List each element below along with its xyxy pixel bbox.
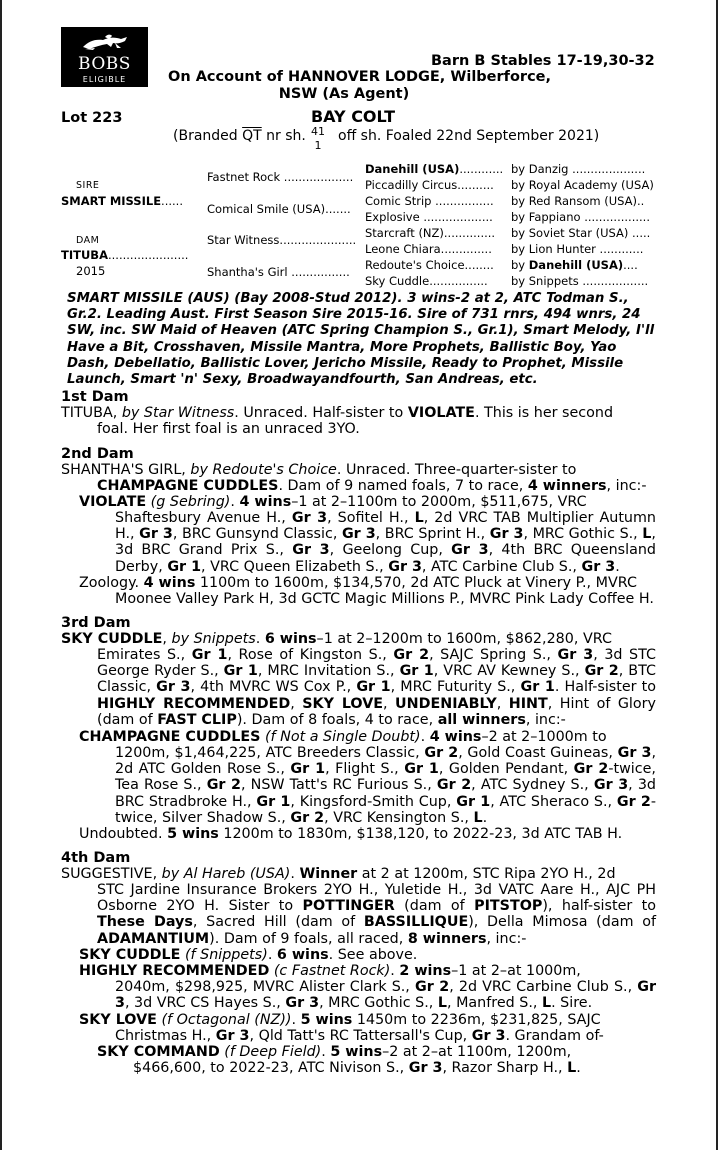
pedigree-gen3-sire-7: by Danehill (USA)....: [511, 258, 638, 272]
foaling-date: off sh. Foaled 22nd September 2021): [338, 128, 600, 144]
logo-brand: BOBS: [78, 54, 131, 74]
pedigree-gen3-8: Sky Cuddle................: [365, 274, 488, 288]
pedigree-gen3-sire-1: by Danzig ....................: [511, 162, 646, 176]
logo-subtitle: ELIGIBLE: [82, 75, 127, 84]
brand-fraction: [311, 125, 325, 153]
third-dam-text: SKY CUDDLE, by Snippets. 6 wins–1 at 2–1200m to 1600m, $862,280, VRC: [61, 631, 612, 647]
second-dam-text-2: CHAMPAGNE CUDDLES. Dam of 9 named foals, 7 to race, 4 winners, inc:-: [97, 478, 647, 494]
pedigree-gen3-1: Danehill (USA)............: [365, 162, 504, 176]
page-title: BAY COLT: [310, 107, 395, 126]
lot-number: Lot 223: [61, 110, 123, 126]
fourth-dam-text: SUGGESTIVE, by Al Hareb (USA). Winner at 2 at 1200m, STC Ripa 2YO H., 2d: [61, 866, 616, 882]
sire-name: SMART MISSILE......: [61, 194, 183, 208]
dam-label: DAM: [76, 235, 100, 246]
highly-recommended-text-2: 2040m, $298,925, MVRC Alister Clark S., Gr 2, 2d VRC Carbine Club S., Gr 3, 3d VRC CS Hayes S., Gr 3, MRC Gothic S., L, Manfred S., L. Sire.: [115, 979, 657, 1012]
fraction-numerator: 41: [311, 125, 325, 138]
third-dam-text-2: Emirates S., Gr 1, Rose of Kingston S., Gr 2, SAJC Spring S., Gr 3, 3d STC George Ryder S., Gr 1, MRC Invitation S., Gr 1, VRC AV Kewney S., Gr 2, BTC Classic, Gr 3, 4th MVRC WS Cox P., Gr 1, MRC Futurity S., Gr 1. Half-sister to HIGHLY RECOMMENDED, SKY LOVE, UNDENIABLY, HINT, Hint of Glory (dam of FAST CLIP). Dam of 8 foals, 4 to race, all winners, inc:-: [97, 647, 657, 728]
pedigree-gen2-2: Comical Smile (USA).......: [207, 202, 351, 216]
sky-command-text: SKY COMMAND (f Deep Field). 5 wins–2 at 2–at 1100m, 1200m,: [97, 1044, 572, 1060]
pedigree-gen3-3: Comic Strip ................: [365, 194, 494, 208]
horse-jockey-icon: [81, 33, 129, 51]
violate-text: VIOLATE (g Sebring). 4 wins–1 at 2–1100m to 2000m, $511,675, VRC: [79, 494, 587, 510]
sky-command-text-2: $466,600, to 2022-23, ATC Nivison S., Gr 3, Razor Sharp H., L.: [133, 1060, 581, 1076]
pedigree-gen3-sire-2: by Royal Academy (USA): [511, 178, 654, 192]
brand-mark: $\overline{QT}$: [242, 128, 262, 144]
pedigree-gen3-sire-4: by Fappiano ..................: [511, 210, 650, 224]
champagne-cuddles-text-2: 1200m, $1,464,225, ATC Breeders Classic, Gr 2, Gold Coast Guineas, Gr 3, 2d ATC Golden Rose S., Gr 1, Flight S., Gr 1, Golden Pendant, Gr 2-twice, Tea Rose S., Gr 2, NSW Tatt's RC Furious S., Gr 2, ATC Sydney S., Gr 3, 3d BRC Stradbroke H., Gr 1, Kingsford-Smith Cup, Gr 1, ATC Sheraco S., Gr 2-twice, Silver Shadow S., Gr 2, VRC Kensington S., L.: [115, 745, 657, 826]
pedigree-gen3-4: Explosive ...................: [365, 210, 493, 224]
sire-label: SIRE: [76, 180, 100, 191]
vendor-line: On Account of HANNOVER LODGE, Wilberforce,: [168, 69, 552, 85]
fourth-dam-heading: 4th Dam: [61, 850, 131, 866]
bobs-eligible-logo: [61, 27, 148, 87]
pedigree-gen3-sire-8: by Snippets ..................: [511, 274, 649, 288]
champagne-cuddles-text: CHAMPAGNE CUDDLES (f Not a Single Doubt). 4 wins–2 at 2–1000m to: [79, 729, 607, 745]
undoubted-text: Undoubted. 5 wins 1200m to 1830m, $138,120, to 2022-23, 3d ATC TAB H.: [79, 826, 623, 842]
pedigree-gen2-3: Star Witness.....................: [207, 233, 357, 247]
pedigree-gen3-sire-6: by Lion Hunter ............: [511, 242, 644, 256]
sky-love-text: SKY LOVE (f Octagonal (NZ)). 5 wins 1450m to 2236m, $231,825, SAJC: [79, 1012, 601, 1028]
zoology-text: Zoology. 4 wins 1100m to 1600m, $134,570, 2d ATC Pluck at Vinery P., MVRC: [79, 575, 637, 591]
branded-near-side: nr sh.: [266, 128, 306, 144]
pedigree-gen3-7: Redoute's Choice........: [365, 258, 494, 272]
second-dam-text: SHANTHA'S GIRL, by Redoute's Choice. Unraced. Three-quarter-sister to: [61, 462, 577, 478]
brand-description: [173, 128, 306, 144]
pedigree-gen3-6: Leone Chiara..............: [365, 242, 492, 256]
first-dam-heading: 1st Dam: [61, 389, 129, 405]
highly-recommended-text: HIGHLY RECOMMENDED (c Fastnet Rock). 2 wins–1 at 2–at 1000m,: [79, 963, 581, 979]
sire-summary: SMART MISSILE (AUS) (Bay 2008-Stud 2012). 3 wins-2 at 2, ATC Todman S., Gr.2. Leading Aust. First Season Sire 2015-16. Sire of 731 rnrs, 494 wnrs, 24 SW, inc. SW Maid of Heaven (ATC Spring Champion S., Gr.1), Smart Melody, I'll Have a Bit, Crosshaven, Missile Mantra, More Prophets, Ballistic Boy, Yao Dash, Debellatio, Ballistic Lover, Jericho Missile, Ready to Prophet, Missile Launch, Smart 'n' Sexy, Broadwayandfourth, San Andreas, etc.: [67, 291, 655, 388]
dam-name: TITUBA......................: [61, 248, 189, 262]
pedigree-gen3-sire-5: by Soviet Star (USA) .....: [511, 226, 651, 240]
pedigree-gen2-1: Fastnet Rock ...................: [207, 170, 354, 184]
pedigree-gen3-2: Piccadilly Circus..........: [365, 178, 494, 192]
sky-cuddle-4th-text: SKY CUDDLE (f Snippets). 6 wins. See above.: [79, 947, 418, 963]
zoology-text-2: Moonee Valley Park H, 3d GCTC Magic Millions P., MVRC Pink Lady Coffee H.: [115, 591, 654, 607]
fourth-dam-text-2: STC Jardine Insurance Brokers 2YO H., Yuletide H., 3d VATC Aare H., AJC PH Osborne 2YO H. Sister to POTTINGER (dam of PITSTOP), half-sister to These Days, Sacred Hill (dam of BASSILLIQUE), Della Mimosa (dam of ADAMANTIUM). Dam of 9 foals, all raced, 8 winners, inc:-: [97, 882, 657, 947]
second-dam-heading: 2nd Dam: [61, 446, 134, 462]
fraction-denominator: 1: [314, 139, 322, 152]
page-edge-left: [0, 0, 2, 1150]
vendor-agent-line: NSW (As Agent): [278, 86, 410, 102]
violate-text-2: Shaftesbury Avenue H., Gr 3, Sofitel H., L, 2d VRC TAB Multiplier Autumn H., Gr 3, BRC Gunsynd Classic, Gr 3, BRC Sprint H., Gr 3, MRC Gothic S., L, 3d BRC Grand Prix S., Gr 3, Geelong Cup, Gr 3, 4th BRC Queensland Derby, Gr 1, VRC Queen Elizabeth S., Gr 3, ATC Carbine Club S., Gr 3.: [115, 510, 657, 575]
first-dam-text: TITUBA, by Star Witness. Unraced. Half-sister to VIOLATE. This is her second foal. Her first foal is an unraced 3YO.: [61, 405, 614, 438]
branded-prefix: (Branded: [173, 128, 238, 144]
barn-stables: Barn B Stables 17-19,30-32: [431, 53, 655, 69]
third-dam-heading: 3rd Dam: [61, 615, 131, 631]
sky-love-text-2: Christmas H., Gr 3, Qld Tatt's RC Tattersall's Cup, Gr 3. Grandam of-: [115, 1028, 604, 1044]
pedigree-gen3-sire-3: by Red Ransom (USA)..: [511, 194, 645, 208]
pedigree-gen2-4: Shantha's Girl ................: [207, 265, 350, 279]
pedigree-gen3-5: Starcraft (NZ)..............: [365, 226, 496, 240]
page-edge-right: [716, 0, 718, 1150]
dam-foal-year: 2015: [76, 264, 106, 278]
